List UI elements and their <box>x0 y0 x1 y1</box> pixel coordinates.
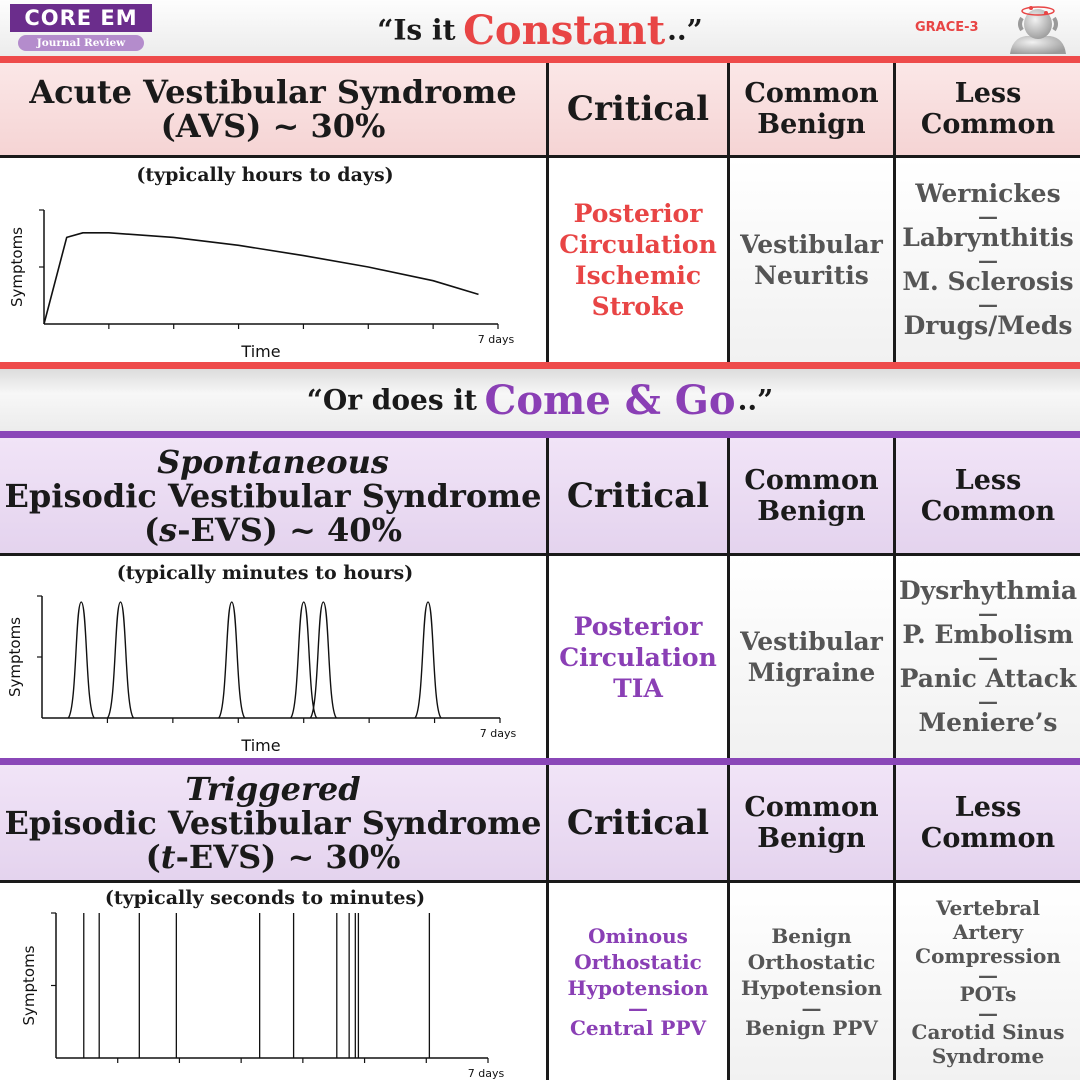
x-end-label: 7 days <box>477 333 515 346</box>
less-common-item: Vertebral <box>936 895 1040 920</box>
column-header-critical: Critical <box>566 475 710 516</box>
dash-separator: — <box>978 248 998 272</box>
benign-line: Vestibular <box>740 230 883 259</box>
title-line: Episodic Vestibular Syndrome <box>4 476 542 515</box>
headline-quote-open: “Or does it <box>306 383 477 417</box>
sevs-less-common-cell <box>896 556 1080 758</box>
title-suffix: -EVS) ~ 40% <box>177 510 402 549</box>
tevs-chart-cell <box>0 883 546 1080</box>
critical-line: Posterior <box>573 199 703 228</box>
header-line: Less <box>954 78 1022 109</box>
critical-line: Orthostatic <box>574 949 702 974</box>
column-header-less-common <box>896 765 1080 880</box>
headline-keyword: Constant <box>463 6 666 54</box>
headline-quote-close: ..” <box>737 383 774 417</box>
less-common-item: M. Sclerosis <box>902 267 1074 296</box>
critical-line: Hypotension <box>567 975 709 1000</box>
benign-line: Neuritis <box>754 261 869 290</box>
benign-line: Orthostatic <box>747 949 876 974</box>
critical-line: Circulation <box>559 230 717 259</box>
title-italic-letter: s <box>159 510 178 549</box>
less-common-item: Wernickes <box>915 179 1061 208</box>
header-line: Benign <box>757 109 866 140</box>
critical-line: Ominous <box>588 923 688 948</box>
critical-line: TIA <box>613 673 663 703</box>
title-line: (AVS) ~ 30% <box>160 107 386 145</box>
header-line: Common <box>920 109 1056 140</box>
y-axis-label: Symptoms <box>20 945 38 1026</box>
dash-separator: — <box>978 601 998 625</box>
episode-peak <box>415 602 441 718</box>
headline-keyword: Come & Go <box>484 376 736 424</box>
x-axis-label: Time <box>241 736 281 755</box>
dash-separator: — <box>978 689 998 713</box>
title-italic-letter: t <box>160 837 176 876</box>
title-line: Acute Vestibular Syndrome <box>29 73 517 111</box>
critical-line: Central PPV <box>569 1015 707 1040</box>
avs-symptom-line <box>44 233 479 324</box>
column-divider <box>727 438 730 758</box>
column-divider <box>893 63 896 362</box>
episode-peak <box>310 602 336 718</box>
header-line: Benign <box>757 495 866 527</box>
sevs-common-benign-cell <box>730 556 893 758</box>
dash-separator: — <box>628 995 648 1020</box>
sevs-critical-cell <box>549 556 727 758</box>
title-prefix: ( <box>145 837 161 876</box>
column-header-less-common <box>896 438 1080 553</box>
chart-caption: (typically seconds to minutes) <box>104 887 426 909</box>
sevs-chart <box>0 556 546 758</box>
critical-line: Circulation <box>559 642 717 672</box>
benign-line: Vestibular <box>740 627 883 656</box>
tevs-chart <box>0 883 546 1080</box>
less-common-item: P. Embolism <box>902 620 1074 649</box>
less-common-item: Compression <box>915 943 1061 968</box>
divider-line <box>0 431 1080 438</box>
critical-line: Stroke <box>591 292 685 321</box>
y-axis-label: Symptoms <box>8 226 26 308</box>
dash-separator: — <box>978 204 998 228</box>
less-common-item: POTs <box>959 981 1017 1006</box>
header-line: Less <box>954 791 1022 823</box>
column-divider <box>893 765 896 1080</box>
less-common-item: Carotid Sinus <box>911 1019 1065 1044</box>
header-line: Common <box>920 495 1056 527</box>
headline-come-and-go <box>0 369 1080 431</box>
header-line: Common <box>744 791 879 823</box>
tevs-critical-cell <box>549 883 727 1080</box>
title-prefix: ( <box>144 510 160 549</box>
dash-separator: — <box>978 1000 998 1025</box>
critical-line: Ischemic <box>574 261 702 290</box>
episode-peak <box>108 602 134 718</box>
episode-peak <box>291 602 317 718</box>
divider-line <box>0 56 1080 63</box>
logo-title: CORE EM <box>10 4 152 32</box>
avs-chart-cell <box>0 158 546 362</box>
x-end-label: 7 days <box>467 1067 505 1080</box>
header-line: Common <box>744 78 879 109</box>
section-tevs-title <box>0 765 546 880</box>
column-header-critical: Critical <box>566 802 710 843</box>
column-divider <box>546 438 549 758</box>
chart-caption: (typically minutes to hours) <box>116 562 414 584</box>
x-axis-label: Time <box>241 342 281 361</box>
header-line: Less <box>954 464 1022 496</box>
column-header-common-benign <box>730 63 893 155</box>
benign-line: Hypotension <box>740 975 883 1000</box>
column-divider <box>546 765 549 1080</box>
title-line <box>144 510 402 549</box>
title-italic-line: Triggered <box>185 769 361 808</box>
headline-quote-close: ..” <box>667 13 703 47</box>
dizzy-head-icon <box>1000 2 1076 54</box>
header-line: Common <box>920 822 1056 854</box>
benign-line: Migraine <box>747 658 876 687</box>
tevs-less-common-cell <box>896 883 1080 1080</box>
avs-chart <box>0 158 546 362</box>
grace-label: GRACE-3 <box>915 20 979 35</box>
divider-line <box>0 758 1080 765</box>
title-italic-line: Spontaneous <box>157 442 389 481</box>
less-common-item: Meniere’s <box>918 708 1058 737</box>
title-suffix: -EVS) ~ 30% <box>175 837 401 876</box>
title-line: Episodic Vestibular Syndrome <box>4 803 542 842</box>
dash-separator: — <box>978 962 998 987</box>
x-end-label: 7 days <box>479 727 517 740</box>
column-divider <box>727 765 730 1080</box>
less-common-item: Drugs/Meds <box>903 311 1073 340</box>
divider-line <box>0 362 1080 369</box>
benign-line: Benign <box>771 923 852 948</box>
header-line: Common <box>744 464 879 496</box>
avs-common-benign-cell <box>730 158 893 362</box>
dash-separator: — <box>978 292 998 316</box>
less-common-item: Panic Attack <box>899 664 1077 693</box>
critical-line: Posterior <box>573 611 703 641</box>
benign-line: Benign PPV <box>745 1015 878 1040</box>
column-divider <box>893 438 896 758</box>
less-common-item: Dysrhythmia <box>898 576 1078 605</box>
tevs-common-benign-cell <box>730 883 893 1080</box>
avs-less-common-cell <box>896 158 1080 362</box>
less-common-item: Syndrome <box>931 1043 1045 1068</box>
chart-caption: (typically hours to days) <box>136 164 394 186</box>
header-line: Benign <box>757 822 866 854</box>
column-header-less-common <box>896 63 1080 155</box>
headline-quote-open: “Is it <box>377 13 456 47</box>
avs-critical-cell <box>549 158 727 362</box>
dash-separator: — <box>978 645 998 669</box>
logo-subtitle: Journal Review <box>18 35 144 51</box>
dash-separator: — <box>801 995 822 1020</box>
title-line <box>145 837 401 876</box>
column-header-critical: Critical <box>566 89 710 129</box>
sevs-chart-cell <box>0 556 546 758</box>
column-divider <box>727 63 730 362</box>
section-avs-title <box>0 63 546 155</box>
y-axis-label: Symptoms <box>6 616 24 698</box>
section-sevs-title <box>0 438 546 553</box>
episode-peak <box>68 602 94 718</box>
episode-peak <box>219 602 245 718</box>
column-header-common-benign <box>730 765 893 880</box>
column-divider <box>546 63 549 362</box>
less-common-item: Labrynthitis <box>902 223 1074 252</box>
column-header-common-benign <box>730 438 893 553</box>
less-common-item: Artery <box>952 919 1024 944</box>
